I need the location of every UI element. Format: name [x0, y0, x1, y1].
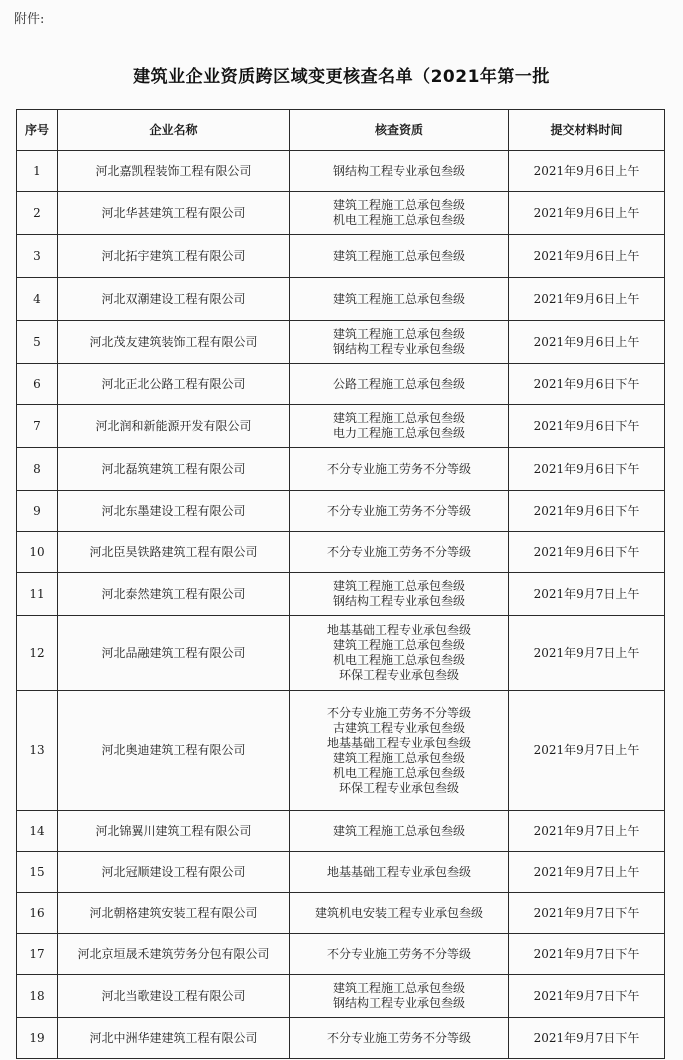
company-name: 河北嘉凯程装饰工程有限公司 — [58, 151, 290, 192]
table-row — [17, 975, 665, 1018]
submit-time: 2021年9月7日下午 — [509, 893, 665, 934]
qualification-item: 不分专业施工劳务不分等级 — [326, 946, 471, 961]
submit-time: 2021年9月7日上午 — [509, 616, 665, 691]
submit-time: 2021年9月7日上午 — [509, 811, 665, 852]
submit-time: 2021年9月7日下午 — [509, 975, 665, 1018]
company-name: 河北奥迪建筑工程有限公司 — [58, 691, 290, 811]
row-number: 11 — [17, 573, 58, 616]
table-row — [17, 448, 665, 491]
qualification-item: 地基基础工程专业承包叁级 — [326, 623, 471, 637]
submit-time: 2021年9月6日下午 — [509, 491, 665, 532]
qualification-cell — [290, 448, 509, 491]
row-number: 12 — [17, 616, 58, 691]
qualification-cell — [290, 491, 509, 532]
qualification-item: 不分专业施工劳务不分等级 — [326, 1030, 471, 1045]
qualification-item: 公路工程施工总承包叁级 — [332, 376, 465, 391]
qualification-item: 地基基础工程专业承包叁级 — [326, 864, 471, 879]
qualification-item: 建筑工程施工总承包叁级 — [332, 248, 465, 263]
submit-time: 2021年9月7日下午 — [509, 1018, 665, 1059]
qualification-cell — [290, 852, 509, 893]
qualification-cell — [290, 405, 509, 448]
submit-time: 2021年9月6日下午 — [509, 364, 665, 405]
qualification-cell — [290, 573, 509, 616]
submit-time: 2021年9月6日上午 — [509, 235, 665, 278]
company-name: 河北茂友建筑装饰工程有限公司 — [58, 321, 290, 364]
table-header-row — [17, 110, 665, 151]
table-row — [17, 321, 665, 364]
qualification-item: 机电工程施工总承包叁级 — [332, 653, 465, 667]
qualification-item: 古建筑工程专业承包叁级 — [332, 720, 465, 735]
qualification-cell — [290, 934, 509, 975]
company-name: 河北东墨建设工程有限公司 — [58, 491, 290, 532]
table-row — [17, 151, 665, 192]
qualification-cell — [290, 1018, 509, 1059]
company-name: 河北锦翼川建筑工程有限公司 — [58, 811, 290, 852]
qualification-cell — [290, 893, 509, 934]
table-row — [17, 405, 665, 448]
submit-time: 2021年9月6日下午 — [509, 448, 665, 491]
column-header-qualification: 核查资质 — [290, 110, 509, 151]
column-header-company: 企业名称 — [58, 110, 290, 151]
company-name: 河北品融建筑工程有限公司 — [58, 616, 290, 691]
qualification-cell — [290, 235, 509, 278]
row-number: 19 — [17, 1018, 58, 1059]
submit-time: 2021年9月6日上午 — [509, 151, 665, 192]
row-number: 18 — [17, 975, 58, 1018]
qualification-item: 建筑工程施工总承包叁级 — [332, 291, 465, 306]
table-row — [17, 532, 665, 573]
attachment-label: 附件: — [14, 12, 45, 27]
qualification-item: 不分专业施工劳务不分等级 — [326, 503, 471, 518]
row-number: 15 — [17, 852, 58, 893]
qualification-cell — [290, 616, 509, 691]
qualification-item: 环保工程专业承包叁级 — [338, 780, 459, 795]
qualification-item: 钢结构工程专业承包叁级 — [332, 342, 465, 356]
qualification-item: 不分专业施工劳务不分等级 — [326, 461, 471, 476]
company-name: 河北京垣晟禾建筑劳务分包有限公司 — [58, 934, 290, 975]
table-row — [17, 192, 665, 235]
table-row — [17, 491, 665, 532]
row-number: 8 — [17, 448, 58, 491]
qualification-item: 不分专业施工劳务不分等级 — [326, 544, 471, 559]
table-row — [17, 691, 665, 811]
qualification-cell — [290, 364, 509, 405]
company-name: 河北润和新能源开发有限公司 — [58, 405, 290, 448]
document-title: 建筑业企业资质跨区域变更核查名单（2021年第一批 — [133, 67, 550, 87]
qualification-item: 地基基础工程专业承包叁级 — [326, 735, 471, 750]
row-number: 2 — [17, 192, 58, 235]
company-name: 河北双潮建设工程有限公司 — [58, 278, 290, 321]
table-row — [17, 1018, 665, 1059]
company-name: 河北臣昊铁路建筑工程有限公司 — [58, 532, 290, 573]
submit-time: 2021年9月7日上午 — [509, 691, 665, 811]
qualification-item: 电力工程施工总承包叁级 — [332, 426, 465, 440]
row-number: 5 — [17, 321, 58, 364]
company-name: 河北冠顺建设工程有限公司 — [58, 852, 290, 893]
qualification-item: 建筑工程施工总承包叁级 — [332, 198, 465, 212]
table-row — [17, 893, 665, 934]
table-row — [17, 573, 665, 616]
row-number: 16 — [17, 893, 58, 934]
table-row — [17, 811, 665, 852]
qualification-cell — [290, 321, 509, 364]
submit-time: 2021年9月6日上午 — [509, 278, 665, 321]
company-name: 河北中洲华建建筑工程有限公司 — [58, 1018, 290, 1059]
company-name: 河北正北公路工程有限公司 — [58, 364, 290, 405]
table-row — [17, 852, 665, 893]
qualification-item: 钢结构工程专业承包叁级 — [332, 594, 465, 608]
qualification-item: 不分专业施工劳务不分等级 — [326, 705, 471, 720]
table-row — [17, 934, 665, 975]
company-name: 河北泰然建筑工程有限公司 — [58, 573, 290, 616]
qualification-item: 建筑工程施工总承包叁级 — [332, 579, 465, 593]
submit-time: 2021年9月7日下午 — [509, 934, 665, 975]
qualification-cell — [290, 532, 509, 573]
qualification-item: 环保工程专业承包叁级 — [338, 668, 459, 682]
row-number: 6 — [17, 364, 58, 405]
row-number: 13 — [17, 691, 58, 811]
company-name: 河北华甚建筑工程有限公司 — [58, 192, 290, 235]
company-name: 河北磊筑建筑工程有限公司 — [58, 448, 290, 491]
qualification-cell — [290, 811, 509, 852]
qualification-cell — [290, 278, 509, 321]
qualification-item: 建筑工程施工总承包叁级 — [332, 638, 465, 652]
qualification-item: 钢结构工程专业承包叁级 — [332, 996, 465, 1010]
company-name: 河北拓宇建筑工程有限公司 — [58, 235, 290, 278]
qualification-item: 建筑工程施工总承包叁级 — [332, 327, 465, 341]
qualification-item: 建筑机电安装工程专业承包叁级 — [314, 905, 483, 920]
submit-time: 2021年9月7日上午 — [509, 852, 665, 893]
table-row — [17, 364, 665, 405]
submit-time: 2021年9月7日上午 — [509, 573, 665, 616]
row-number: 7 — [17, 405, 58, 448]
qualification-item: 建筑工程施工总承包叁级 — [332, 411, 465, 425]
table-row — [17, 235, 665, 278]
qualification-item: 建筑工程施工总承包叁级 — [332, 750, 465, 765]
column-header-number: 序号 — [17, 110, 58, 151]
qualification-cell — [290, 192, 509, 235]
company-name: 河北朝格建筑安装工程有限公司 — [58, 893, 290, 934]
submit-time: 2021年9月6日上午 — [509, 192, 665, 235]
column-header-submit-time: 提交材料时间 — [509, 110, 665, 151]
row-number: 14 — [17, 811, 58, 852]
row-number: 9 — [17, 491, 58, 532]
row-number: 17 — [17, 934, 58, 975]
row-number: 4 — [17, 278, 58, 321]
qualification-cell — [290, 691, 509, 811]
table-row — [17, 616, 665, 691]
qualification-item: 机电工程施工总承包叁级 — [332, 213, 465, 227]
company-name: 河北当歌建设工程有限公司 — [58, 975, 290, 1018]
qualification-item: 钢结构工程专业承包叁级 — [332, 163, 465, 178]
qualification-cell — [290, 975, 509, 1018]
table-row — [17, 278, 665, 321]
row-number: 1 — [17, 151, 58, 192]
verification-table — [16, 109, 665, 1059]
table-body — [17, 151, 665, 1059]
qualification-item: 建筑工程施工总承包叁级 — [332, 981, 465, 995]
qualification-item: 建筑工程施工总承包叁级 — [332, 823, 465, 838]
qualification-cell — [290, 151, 509, 192]
row-number: 3 — [17, 235, 58, 278]
submit-time: 2021年9月6日下午 — [509, 405, 665, 448]
row-number: 10 — [17, 532, 58, 573]
submit-time: 2021年9月6日上午 — [509, 321, 665, 364]
submit-time: 2021年9月6日下午 — [509, 532, 665, 573]
qualification-item: 机电工程施工总承包叁级 — [332, 765, 465, 780]
